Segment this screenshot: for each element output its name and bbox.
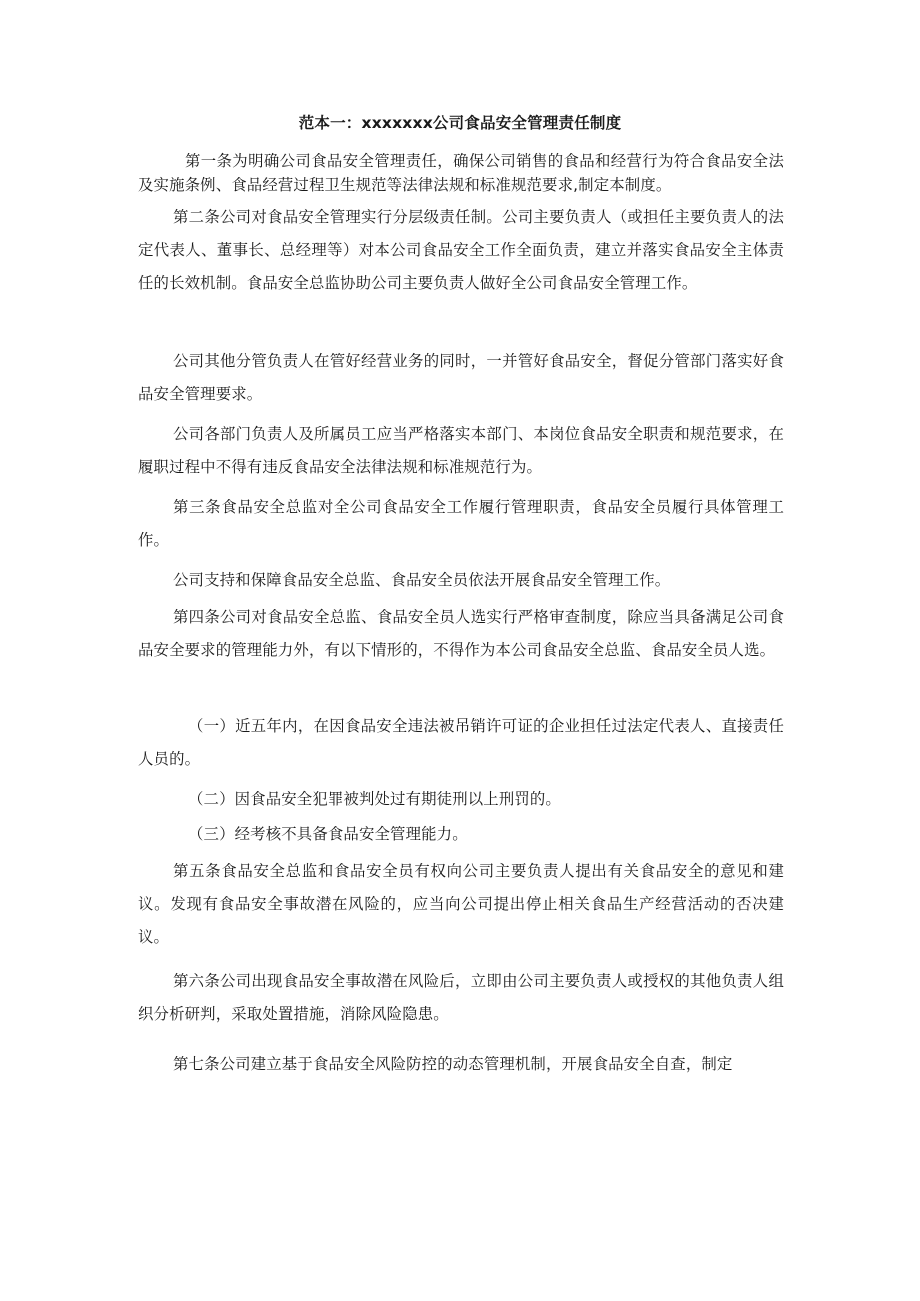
paragraph-article-6: 第六条公司出现食品安全事故潜在风险后，立即由公司主要负责人或授权的其他负责人组织分析研判，采取处置措施，消除风险隐患。 bbox=[138, 972, 784, 1023]
paragraph-article-1: 第一条为明确公司食品安全管理责任，确保公司销售的食品和经营行为符合食品安全法及实施条例、食品经营过程卫生规范等法律法规和标准规范要求,制定本制度。 bbox=[138, 152, 784, 194]
paragraph-article-5: 第五条食品安全总监和食品安全员有权向公司主要负责人提出有关食品安全的意见和建议。发现有食品安全事故潜在风险的，应当向公司提出停止相关食品生产经营活动的否决建议。 bbox=[138, 862, 784, 946]
list-item-2: （二）因食品安全犯罪被判处过有期徒刑以上刑罚的。 bbox=[188, 790, 561, 808]
list-item-1: （一）近五年内，在因食品安全违法被吊销许可证的企业担任过法定代表人、直接责任人员的。 bbox=[138, 717, 784, 768]
paragraph-article-2: 第二条公司对食品安全管理实行分层级责任制。公司主要负责人（或担任主要负责人的法定代表人、董事长、总经理等）对本公司食品安全工作全面负责，建立并落实食品安全主体责任的长效机制。食品安全总监协助公司主要负责人做好全公司食品安全管理工作。 bbox=[138, 208, 784, 292]
list-item-3: （三）经考核不具备食品安全管理能力。 bbox=[188, 825, 468, 843]
paragraph-support: 公司支持和保障食品安全总监、食品安全员依法开展食品安全管理工作。 bbox=[173, 571, 671, 589]
paragraph-other-leaders: 公司其他分管负责人在管好经营业务的同时，一并管好食品安全，督促分管部门落实好食品安全管理要求。 bbox=[138, 352, 784, 403]
document-title: 范本一：xxxxxxx公司食品安全管理责任制度 bbox=[298, 114, 622, 132]
paragraph-article-3: 第三条食品安全总监对全公司食品安全工作履行管理职责，食品安全员履行具体管理工作。 bbox=[138, 498, 784, 549]
paragraph-article-4: 第四条公司对食品安全总监、食品安全员人选实行严格审查制度，除应当具备满足公司食品安全要求的管理能力外，有以下情形的，不得作为本公司食品安全总监、食品安全员人选。 bbox=[138, 608, 784, 659]
paragraph-article-7: 第七条公司建立基于食品安全风险防控的动态管理机制，开展食品安全自查，制定 bbox=[173, 1055, 733, 1073]
paragraph-department-heads: 公司各部门负责人及所属员工应当严格落实本部门、本岗位食品安全职责和规范要求，在履职过程中不得有违反食品安全法律法规和标准规范行为。 bbox=[138, 425, 784, 476]
